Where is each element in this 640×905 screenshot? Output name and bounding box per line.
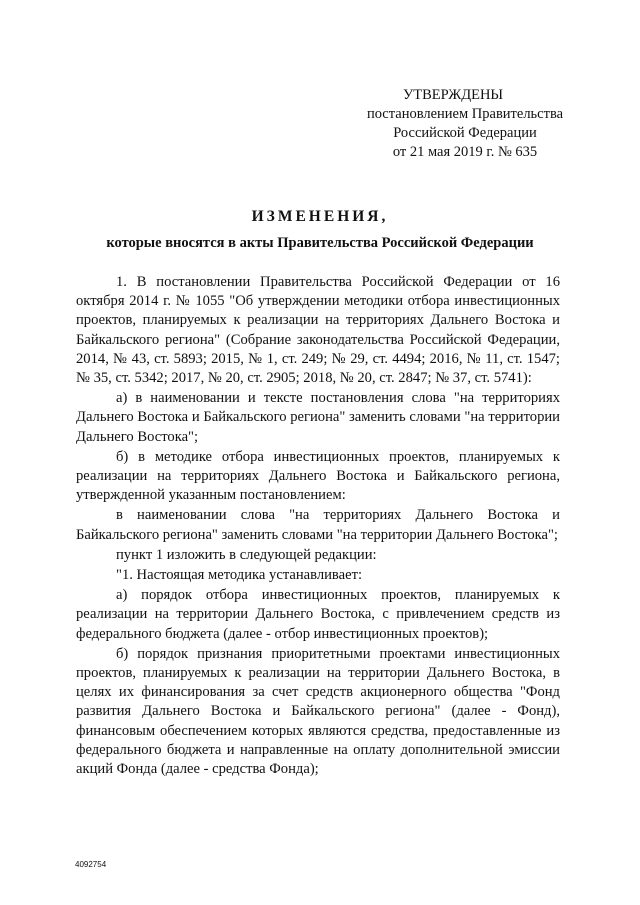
document-body: [76, 273, 560, 779]
approval-block: [335, 86, 595, 162]
paragraph-method-intro: "1. Настоящая методика устанавливает:: [116, 567, 363, 584]
paragraph-name-change: в наименовании слова "на территориях Дальнего Востока и Байкальского региона" заменить словами "на территории Дальнего Востока";: [76, 507, 560, 543]
document-code: 4092754: [75, 860, 107, 869]
document-subtitle: которые вносятся в акты Правительства Российской Федерации: [106, 235, 534, 251]
document-title: ИЗМЕНЕНИЯ,: [251, 208, 389, 225]
approval-line-date-number: от 21 мая 2019 г. № 635: [392, 144, 538, 160]
approval-line-government: Российской Федерации: [393, 125, 537, 141]
paragraph-1: 1. В постановлении Правительства Российской Федерации от 16 октября 2014 г. № 1055 "Об утверждении методики отбора инвестиционных проектов, планируемых к реализации на территориях Дальнего Востока и Байкальского региона" (Собрание законодательства Российской Федерации, 2014, № 43, ст. 5893; 2015, № 1, ст. 249; № 29, ст. 4494; 2016, № 11, ст. 1547; № 35, ст. 5342; 2017, № 20, ст. 2905; 2018, № 20, ст. 2847; № 37, ст. 5741):: [76, 274, 560, 387]
paragraph-method-b: б) порядок признания приоритетными проектами инвестиционных проектов, планируемых к реализации на территории Дальнего Востока, в целях их финансирования за счет средств акционерного общества "Фонд развития Дальнего Востока и Байкальского региона" (далее - Фонд), финансовым обеспечением которых являются средства, предоставленные из федерального бюджета и направленные на оплату дополнительной эмиссии акций Фонда (далее - средства Фонда);: [76, 645, 560, 778]
approval-line-resolution: постановлением Правительства: [366, 106, 564, 122]
paragraph-a: а) в наименовании и тексте постановления слова "на территориях Дальнего Востока и Байкальского региона" заменить словами "на территории Дальнего Востока";: [76, 390, 560, 445]
paragraph-b: б) в методике отбора инвестиционных проектов, планируемых к реализации на территориях Дальнего Востока и Байкальского региона, утвержденной указанным постановлением:: [76, 448, 560, 504]
paragraph-method-a: а) порядок отбора инвестиционных проектов, планируемых к реализации на территории Дальнего Востока, с привлечением средств из федерального бюджета (далее - отбор инвестиционных проектов);: [76, 587, 560, 642]
document-heading: [70, 206, 570, 254]
paragraph-point-1: пункт 1 изложить в следующей редакции:: [116, 546, 377, 563]
approved-label: УТВЕРЖДЕНЫ: [403, 87, 504, 103]
